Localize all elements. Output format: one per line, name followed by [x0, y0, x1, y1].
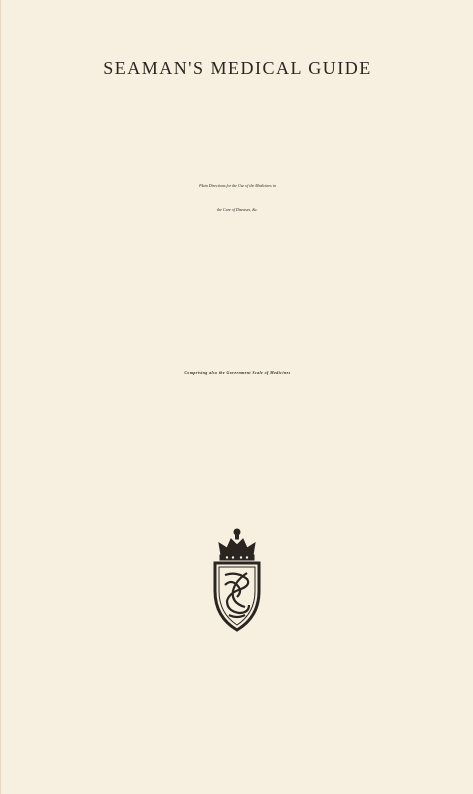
government-scale-text: Comprising also the Government Scale of Medicines [184, 370, 291, 375]
plain-directions-line-1: Plain Directions for the Use of the Medicines in [199, 183, 276, 188]
crowned-shield-emblem-icon [207, 527, 267, 638]
book-title: SEAMAN'S MEDICAL GUIDE [103, 58, 372, 78]
plain-directions-line-2: the Cure of Diseases, &c. [217, 207, 258, 212]
